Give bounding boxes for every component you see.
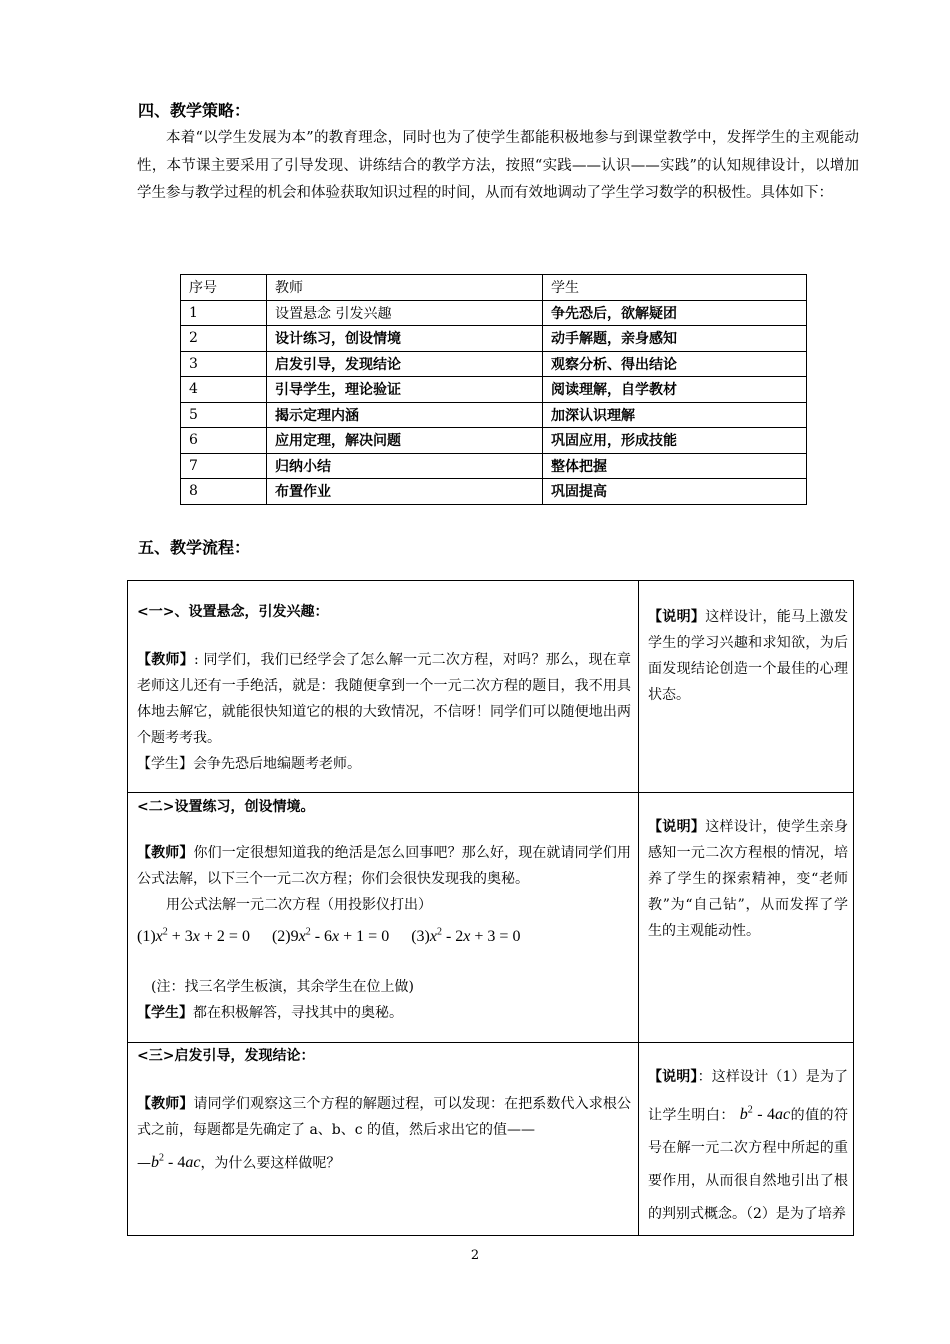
- page-number: 2: [470, 1248, 480, 1263]
- table-cell: 巩固应用，形成技能: [543, 428, 807, 454]
- flow-note-3: [648, 1061, 848, 1231]
- student-tag: 【学生】: [137, 1005, 193, 1022]
- table-row: [181, 428, 807, 454]
- table-header-row: [181, 275, 807, 301]
- step-2-teacher-text: 你们一定很想知道我的绝活是怎么回事吧？那么好，现在就请同学们用公式法解，以下三个一元二次方程；你们会很快发现我的奥秘。: [137, 845, 632, 887]
- note-tag: 【说明】: [648, 819, 706, 835]
- table-cell: 4: [181, 377, 267, 403]
- table-cell: 6: [181, 428, 267, 454]
- strategy-paragraph: 本着“以学生发展为本”的教育理念，同时也为了使学生都能积极地参与到课堂教学中，发挥学生的主观能动性，本节课主要采用了引导发现、讲练结合的教学方法，按照“实践——认识——实践”的认知规律设计，以增加学生参与教学过程的机会和体验获取知识过程的时间，从而有效地调动了学生学习数学的积极性。具体如下：: [137, 130, 859, 201]
- table-row: [181, 402, 807, 428]
- flow-column-divider: [638, 580, 639, 1236]
- teacher-tag: 【教师】: [137, 652, 195, 668]
- step-3-note-text-2: 的值的符号在解一元二次方程中所起的重要作用，从而很自然地引出了根的判别式概念。（2）是为了培养: [648, 1107, 849, 1223]
- table-cell: 设计练习，创设情境: [267, 326, 543, 352]
- table-row: [181, 453, 807, 479]
- equation-3: $(3)x^2 - 2x + 3 = 0$: [411, 927, 521, 946]
- table-cell: 阅读理解，自学教材: [543, 377, 807, 403]
- note-tag: 【说明】: [648, 1069, 698, 1085]
- table-cell: 整体把握: [543, 453, 807, 479]
- table-cell: 归纳小结: [267, 453, 543, 479]
- step-2-note-line: (注：找三名学生板演，其余学生在位上做): [151, 979, 414, 996]
- table-cell: 争先恐后，欲解疑团: [543, 300, 807, 326]
- step-2-heading: <二>设置练习，创设情境。: [137, 799, 315, 815]
- table-cell: 揭示定理内涵: [267, 402, 543, 428]
- table-cell: 启发引导，发现结论: [267, 351, 543, 377]
- table-cell: 8: [181, 479, 267, 505]
- section-title-strategy: 四、教学策略：: [138, 101, 251, 120]
- equation-line: [137, 918, 631, 952]
- table-row: [181, 326, 807, 352]
- section-title-flow: 五、教学流程：: [138, 538, 251, 557]
- table-cell: 1: [181, 300, 267, 326]
- table-cell: 5: [181, 402, 267, 428]
- flow-step-3: <三>启发引导，发现结论： 【教师】请同学们观察这三个方程的解题过程，可以发现：在把系数代入求根公式之前，每题都是先确定了 a、b、c 的值，然后求出它的值—— $—b^2 - 4ac$，为什么要这样做呢？: [137, 1043, 631, 1179]
- flow-note-1: [648, 604, 848, 708]
- discriminant-formula: $b^2 - 4ac$: [151, 1153, 201, 1172]
- discriminant-formula: $b^2 - 4ac$: [739, 1105, 791, 1124]
- flow-step-1: [137, 599, 631, 777]
- flow-step-2: [137, 794, 631, 1026]
- table-cell: 引导学生，理论验证: [267, 377, 543, 403]
- equation-2: $(2)9x^2 - 6x + 1 = 0$: [271, 927, 390, 946]
- step-2-student-text: 都在积极解答，寻找其中的奥秘。: [193, 1005, 403, 1022]
- table-cell: 3: [181, 351, 267, 377]
- table-row: [181, 377, 807, 403]
- table-cell: 7: [181, 453, 267, 479]
- table-header-cell: 教师: [267, 275, 543, 301]
- table-header-cell: 学生: [543, 275, 807, 301]
- table-header-cell: 序号: [181, 275, 267, 301]
- step-2-method-line: 用公式法解一元二次方程（用投影仪打出）: [166, 897, 432, 913]
- step-1-heading: <一>、设置悬念，引发兴趣：: [137, 604, 329, 620]
- step-2-note-text: 这样设计，使学生亲身感知一元二次方程根的情况，培养了学生的探索精神，变“老师教”为“自己钻”，从而发挥了学生的主观能动性。: [648, 819, 849, 939]
- step-1-teacher-text: : 同学们，我们已经学会了怎么解一元二次方程，对吗？那么，现在章老师这儿还有一手绝活，就是：我随便拿到一个一元二次方程的题目，我不用具体地去解它，就能很快知道它的根的大致情况，不信呀！同学们可以随便地出两个题考考我。: [137, 652, 632, 746]
- table-cell: 布置作业: [267, 479, 543, 505]
- table-row: [181, 351, 807, 377]
- teacher-tag: 【教师】: [137, 845, 194, 861]
- flow-note-2: [648, 814, 848, 944]
- flow-row-divider: [127, 792, 854, 793]
- table-cell: 设置悬念 引发兴趣: [267, 300, 543, 326]
- equation-1: $(1)x^2 + 3x + 2 = 0$: [137, 927, 250, 946]
- step-3-note-text-1: ：这样设计（1）是为了让学生明白：: [648, 1069, 848, 1124]
- table-cell: 2: [181, 326, 267, 352]
- step-3-teacher-tail: ，为什么要这样做呢？: [200, 1155, 341, 1172]
- table-row: [181, 300, 807, 326]
- teacher-tag: 【教师】: [137, 1096, 194, 1112]
- table-cell: 加深认识理解: [543, 402, 807, 428]
- step-3-teacher-text: 请同学们观察这三个方程的解题过程，可以发现：在把系数代入求根公式之前，每题都是先确定了 a、b、c 的值，然后求出它的值——: [137, 1096, 632, 1138]
- table-row: [181, 479, 807, 505]
- step-3-heading: <三>启发引导，发现结论：: [137, 1048, 315, 1064]
- step-1-student-line: 【学生】会争先恐后地编题考老师。: [137, 756, 361, 772]
- table-cell: 动手解题，亲身感知: [543, 326, 807, 352]
- table-cell: 巩固提高: [543, 479, 807, 505]
- table-cell: 观察分析、得出结论: [543, 351, 807, 377]
- strategy-table: [180, 274, 807, 505]
- table-cell: 应用定理，解决问题: [267, 428, 543, 454]
- step-1-note-text: 这样设计，能马上激发学生的学习兴趣和求知欲，为后面发现结论创造一个最佳的心理状态。: [648, 609, 849, 703]
- note-tag: 【说明】: [648, 609, 706, 625]
